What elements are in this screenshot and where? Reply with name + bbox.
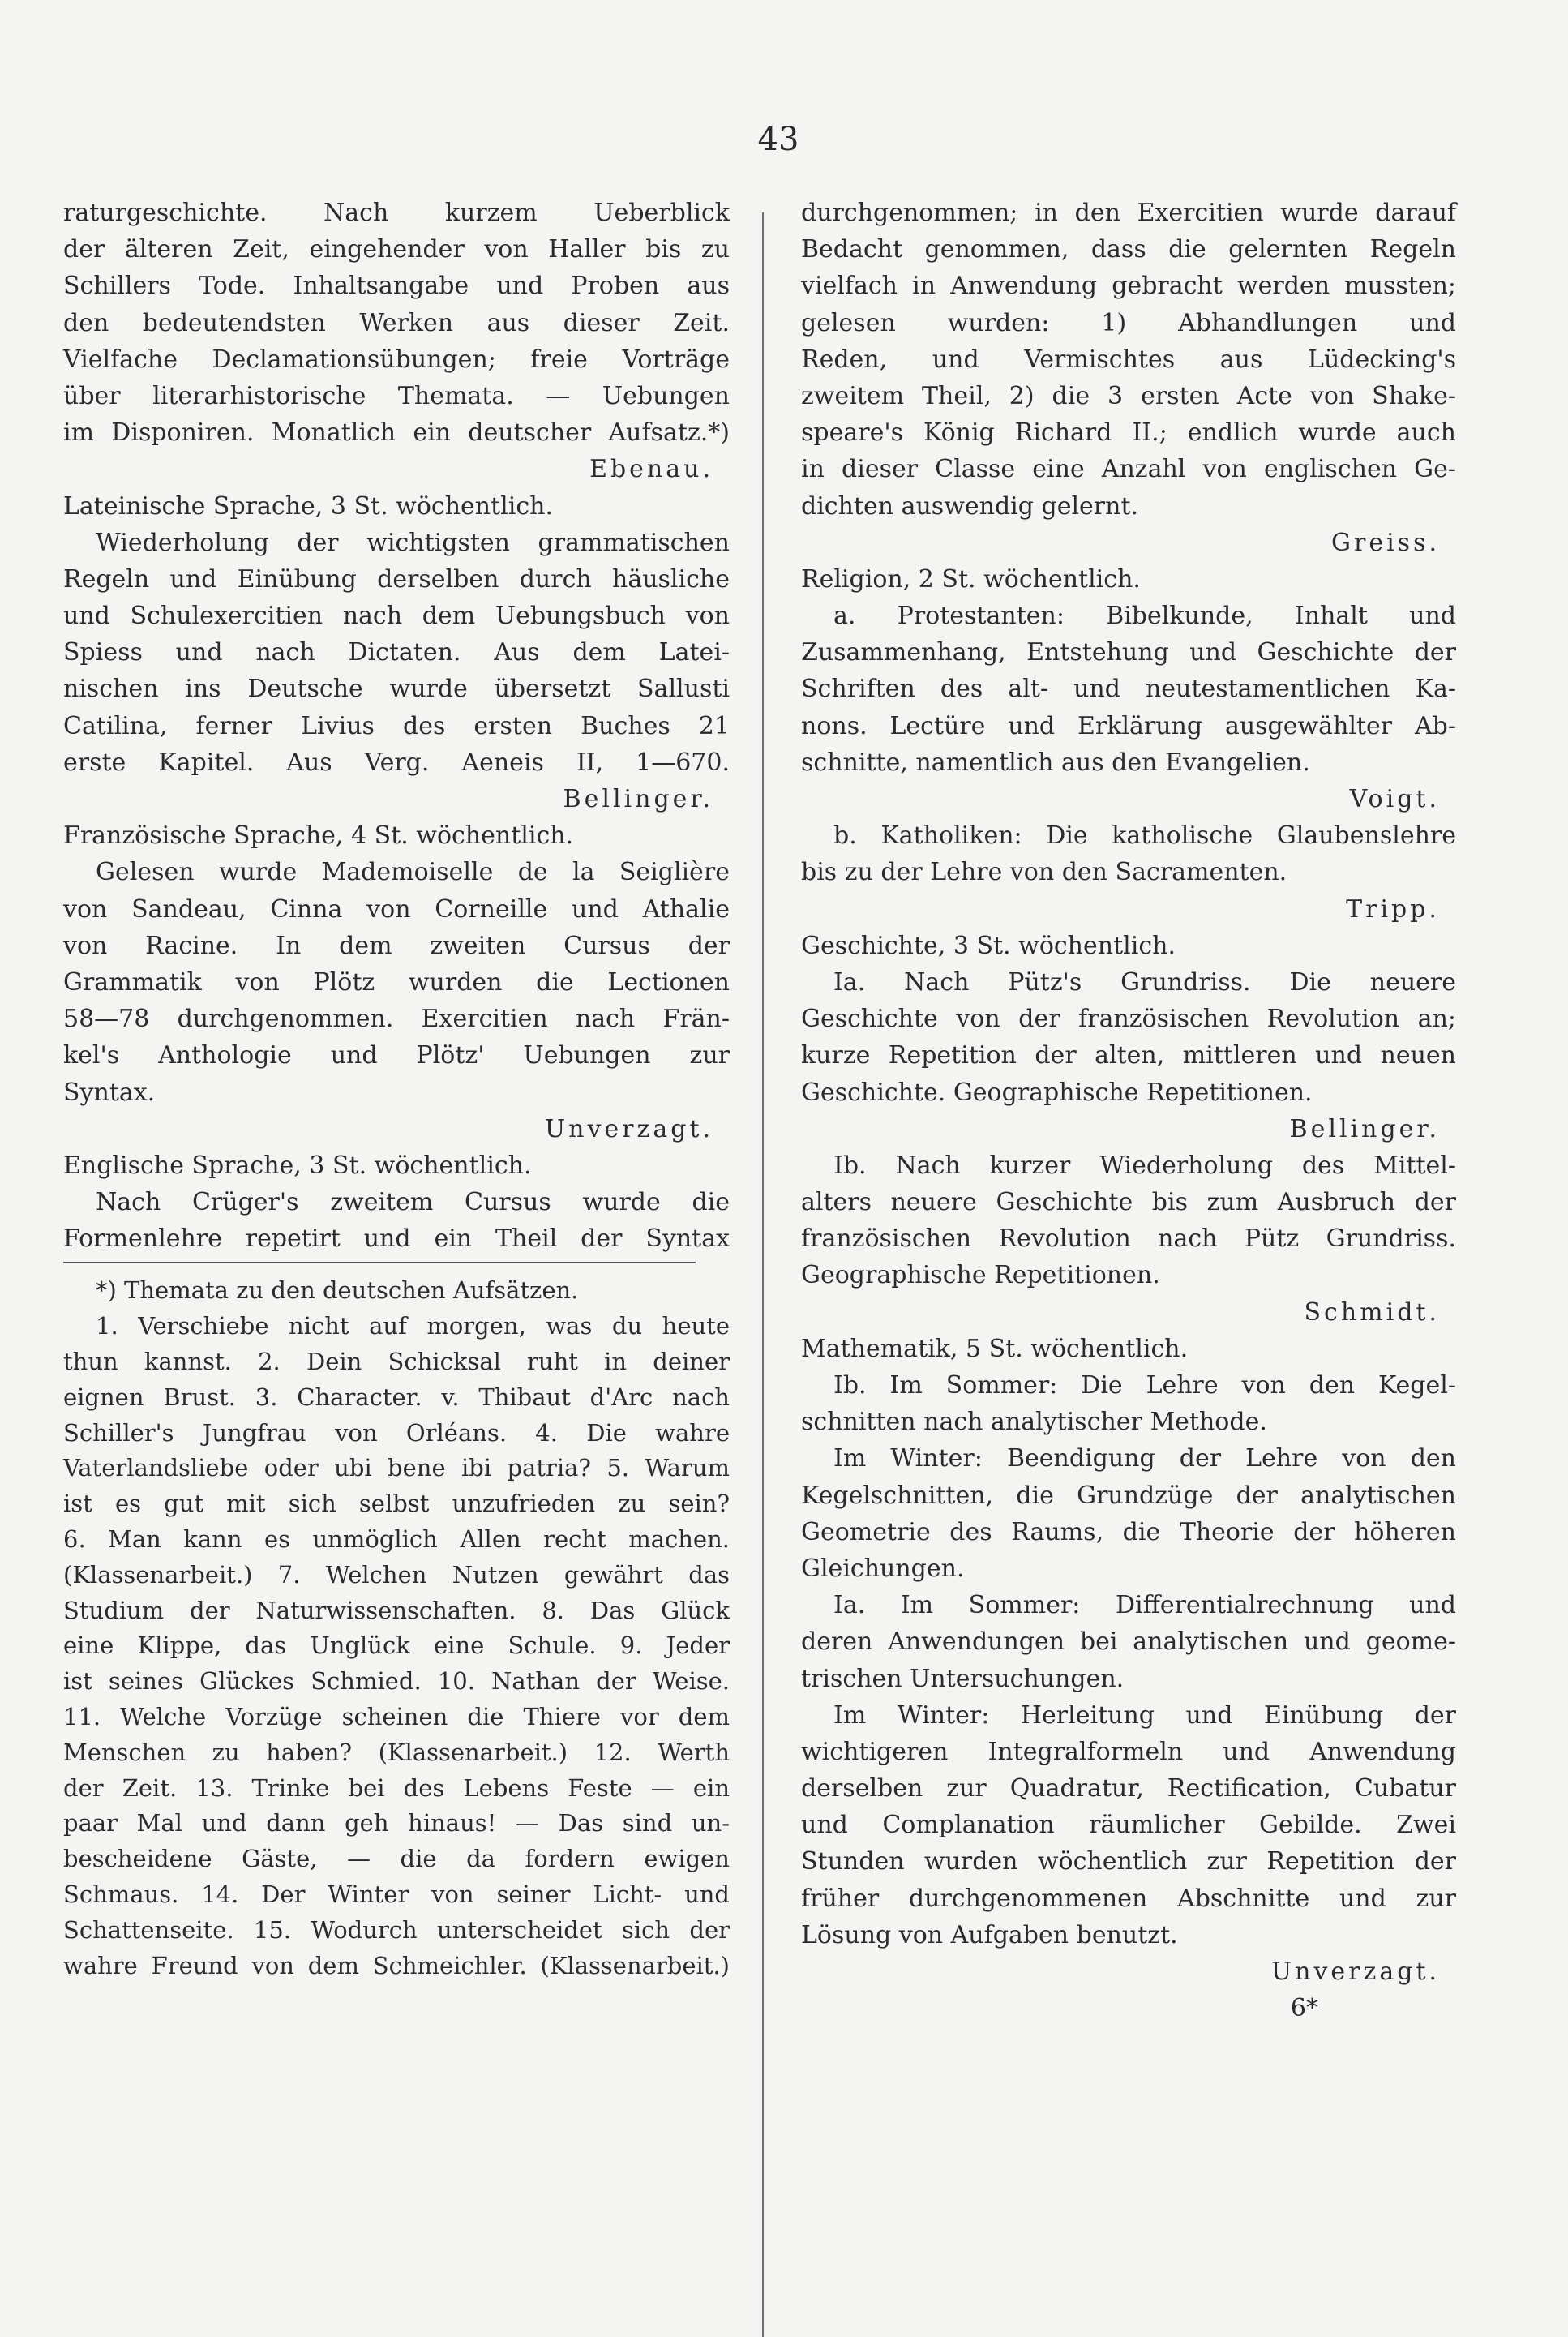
- text-line: Bellinger.: [1289, 1114, 1440, 1143]
- text-line: Formenlehre repetirt und ein Theil der Syntax: [63, 1224, 730, 1254]
- right-column: [801, 195, 1456, 2026]
- text-line: Studium der Naturwissenschaften. 8. Das Glück: [63, 1596, 730, 1624]
- text-line: Voigt.: [1349, 785, 1440, 813]
- text-line: trischen Untersuchungen.: [801, 1664, 1125, 1693]
- text-line: der Zeit. 13. Trinke bei des Lebens Feste — ein: [63, 1773, 730, 1802]
- text-line: ist es gut mit sich selbst unzufrieden zu sein?: [63, 1490, 730, 1518]
- text-line: Ia. Im Sommer: Differentialrechnung und: [833, 1591, 1456, 1620]
- text-line: Catilina, ferner Livius des ersten Buches 21: [63, 711, 730, 740]
- text-line: im Disponiren. Monatlich ein deutscher Aufsatz.*): [63, 418, 730, 448]
- text-line: Französische Sprache, 4 St. wöchentlich.: [63, 821, 574, 851]
- text-line: Reden, und Vermischtes aus Lüdecking's: [801, 345, 1456, 374]
- text-line: Gelesen wurde Mademoiselle de la Seiglière: [96, 858, 730, 887]
- text-line: Im Winter: Beendigung der Lehre von den: [833, 1444, 1456, 1473]
- text-line: 1. Verschiebe nicht auf morgen, was du heute: [96, 1312, 730, 1340]
- text-line: über literarhistorische Themata. — Uebungen: [63, 381, 730, 410]
- text-line: Gleichungen.: [801, 1554, 965, 1583]
- text-line: Regeln und Einübung derselben durch häusliche: [63, 564, 730, 594]
- text-line: Geschichte, 3 St. wöchentlich.: [801, 931, 1176, 960]
- text-line: früher durchgenommenen Abschnitte und zur: [801, 1884, 1456, 1913]
- text-line: Ebenau.: [589, 455, 713, 484]
- text-line: Geschichte. Geographische Repetitionen.: [801, 1078, 1313, 1107]
- text-line: Vaterlandsliebe oder ubi bene ibi patria? 5. Warum: [63, 1454, 730, 1482]
- text-line: paar Mal und dann geh hinaus! — Das sind un-: [63, 1809, 730, 1837]
- text-line: in dieser Classe eine Anzahl von englischen Ge-: [801, 455, 1456, 484]
- text-line: thun kannst. 2. Dein Schicksal ruht in deiner: [63, 1348, 730, 1376]
- sheet-mark: 6*: [1290, 1994, 1318, 2023]
- text-line: Schriften des alt- und neutestamentlichen Ka-: [801, 675, 1456, 704]
- text-line: (Klassenarbeit.) 7. Welchen Nutzen gewährt das: [63, 1560, 730, 1589]
- text-line: den bedeutendsten Werken aus dieser Zeit.: [63, 308, 730, 337]
- text-line: Unverzagt.: [544, 1114, 713, 1143]
- text-line: a. Protestanten: Bibelkunde, Inhalt und: [833, 602, 1456, 631]
- text-line: vielfach in Anwendung gebracht werden mussten;: [801, 272, 1456, 301]
- text-line: Geometrie des Raums, die Theorie der höheren: [801, 1517, 1456, 1546]
- text-line: Lateinische Sprache, 3 St. wöchentlich.: [63, 491, 554, 521]
- text-line: Mathematik, 5 St. wöchentlich.: [801, 1334, 1189, 1363]
- column-divider: [762, 212, 764, 2337]
- text-line: Schmidt.: [1304, 1297, 1440, 1327]
- text-line: 11. Welche Vorzüge scheinen die Thiere vor dem: [63, 1703, 730, 1730]
- text-line: Spiess und nach Dictaten. Aus dem Latei-: [63, 638, 730, 667]
- text-line: wahre Freund von dem Schmeichler. (Klassenarbeit.): [63, 1951, 730, 1979]
- text-line: Englische Sprache, 3 St. wöchentlich.: [63, 1151, 532, 1180]
- text-line: Greiss.: [1331, 528, 1440, 557]
- text-line: Kegelschnitten, die Grundzüge der analytischen: [801, 1481, 1456, 1510]
- text-line: Ia. Nach Pütz's Grundriss. Die neuere: [833, 967, 1456, 997]
- text-line: kurze Repetition der alten, mittleren und neuen: [801, 1041, 1456, 1070]
- text-line: dichten auswendig gelernt.: [801, 491, 1139, 521]
- text-line: der älteren Zeit, eingehender von Haller bis zu: [63, 235, 730, 264]
- text-line: 6. Man kann es unmöglich Allen recht machen.: [63, 1525, 730, 1554]
- text-line: schnitte, namentlich aus den Evangelien.: [801, 748, 1310, 777]
- text-line: alters neuere Geschichte bis zum Ausbruch der: [801, 1188, 1456, 1217]
- left-body: [63, 195, 730, 1257]
- text-line: ist seines Glückes Schmied. 10. Nathan der Weise.: [63, 1667, 730, 1696]
- text-line: von Sandeau, Cinna von Corneille und Athalie: [63, 894, 730, 924]
- text-line: schnitten nach analytischer Methode.: [801, 1408, 1267, 1437]
- text-line: von Racine. In dem zweiten Cursus der: [63, 931, 730, 960]
- text-line: Tripp.: [1346, 894, 1440, 924]
- text-line: Schmaus. 14. Der Winter von seiner Licht- und: [63, 1880, 730, 1908]
- text-line: Ib. Im Sommer: Die Lehre von den Kegel-: [833, 1371, 1456, 1400]
- text-line: b. Katholiken: Die katholische Glaubenslehre: [833, 821, 1456, 851]
- text-line: Bedacht genommen, dass die gelernten Regeln: [801, 235, 1456, 264]
- footnote-rule: [63, 1262, 696, 1263]
- text-line: Religion, 2 St. wöchentlich.: [801, 564, 1141, 594]
- text-line: bis zu der Lehre von den Sacramenten.: [801, 858, 1287, 887]
- text-line: Ib. Nach kurzer Wiederholung des Mittel-: [833, 1151, 1456, 1180]
- text-line: Stunden wurden wöchentlich zur Repetition der: [801, 1847, 1456, 1876]
- text-line: Schiller's Jungfrau von Orléans. 4. Die wahre: [63, 1418, 730, 1447]
- text-line: *) Themata zu den deutschen Aufsätzen.: [96, 1276, 579, 1305]
- text-line: nons. Lectüre und Erklärung ausgewählter Ab-: [801, 711, 1456, 740]
- text-line: Schattenseite. 15. Wodurch unterscheidet sich der: [63, 1915, 730, 1944]
- page-number: 43: [757, 121, 799, 158]
- text-line: zweitem Theil, 2) die 3 ersten Acte von Shake-: [801, 381, 1456, 410]
- text-line: Bellinger.: [563, 785, 713, 813]
- text-line: Im Winter: Herleitung und Einübung der: [833, 1700, 1456, 1730]
- text-line: Vielfache Declamationsübungen; freie Vorträge: [63, 345, 730, 374]
- text-line: 58—78 durchgenommen. Exercitien nach Frän-: [63, 1005, 730, 1034]
- text-line: erste Kapitel. Aus Verg. Aeneis II, 1—670.: [63, 748, 730, 777]
- text-line: derselben zur Quadratur, Rectification, Cubatur: [801, 1774, 1456, 1803]
- text-line: Geographische Repetitionen.: [801, 1261, 1160, 1290]
- text-line: Lösung von Aufgaben benutzt.: [801, 1920, 1178, 1949]
- left-column: [63, 195, 730, 1983]
- text-line: Grammatik von Plötz wurden die Lectionen: [63, 967, 730, 997]
- text-line: Schillers Tode. Inhaltsangabe und Proben aus: [63, 272, 730, 301]
- text-line: eignen Brust. 3. Character. v. Thibaut d'Arc nach: [63, 1383, 730, 1411]
- text-line: bescheidene Gäste, — die da fordern ewigen: [63, 1845, 730, 1873]
- right-body: [801, 195, 1456, 1990]
- footnote: [63, 1273, 730, 1983]
- text-line: Zusammenhang, Entstehung und Geschichte der: [801, 638, 1456, 667]
- text-line: und Schulexercitien nach dem Uebungsbuch von: [63, 602, 730, 631]
- text-line: nischen ins Deutsche wurde übersetzt Sallusti: [63, 675, 730, 704]
- text-line: deren Anwendungen bei analytischen und geome-: [801, 1627, 1456, 1657]
- text-line: eine Klippe, das Unglück eine Schule. 9. Jeder: [63, 1632, 730, 1660]
- text-line: und Complanation räumlicher Gebilde. Zwei: [801, 1811, 1456, 1840]
- text-line: Unverzagt.: [1270, 1958, 1440, 1986]
- text-line: speare's König Richard II.; endlich wurde auch: [801, 418, 1456, 448]
- text-line: durchgenommen; in den Exercitien wurde darauf: [801, 199, 1456, 227]
- text-line: Geschichte von der französischen Revolution an;: [801, 1005, 1456, 1034]
- text-line: französischen Revolution nach Pütz Grundriss.: [801, 1224, 1456, 1254]
- text-line: Wiederholung der wichtigsten grammatischen: [96, 528, 730, 557]
- text-line: gelesen wurden: 1) Abhandlungen und: [801, 308, 1456, 337]
- text-line: raturgeschichte. Nach kurzem Ueberblick: [63, 199, 730, 227]
- text-line: Nach Crüger's zweitem Cursus wurde die: [96, 1188, 730, 1217]
- text-line: Menschen zu haben? (Klassenarbeit.) 12. Werth: [63, 1738, 730, 1766]
- text-line: wichtigeren Integralformeln und Anwendung: [801, 1737, 1456, 1766]
- text-line: kel's Anthologie und Plötz' Uebungen zur: [63, 1041, 730, 1070]
- text-line: Syntax.: [63, 1078, 156, 1107]
